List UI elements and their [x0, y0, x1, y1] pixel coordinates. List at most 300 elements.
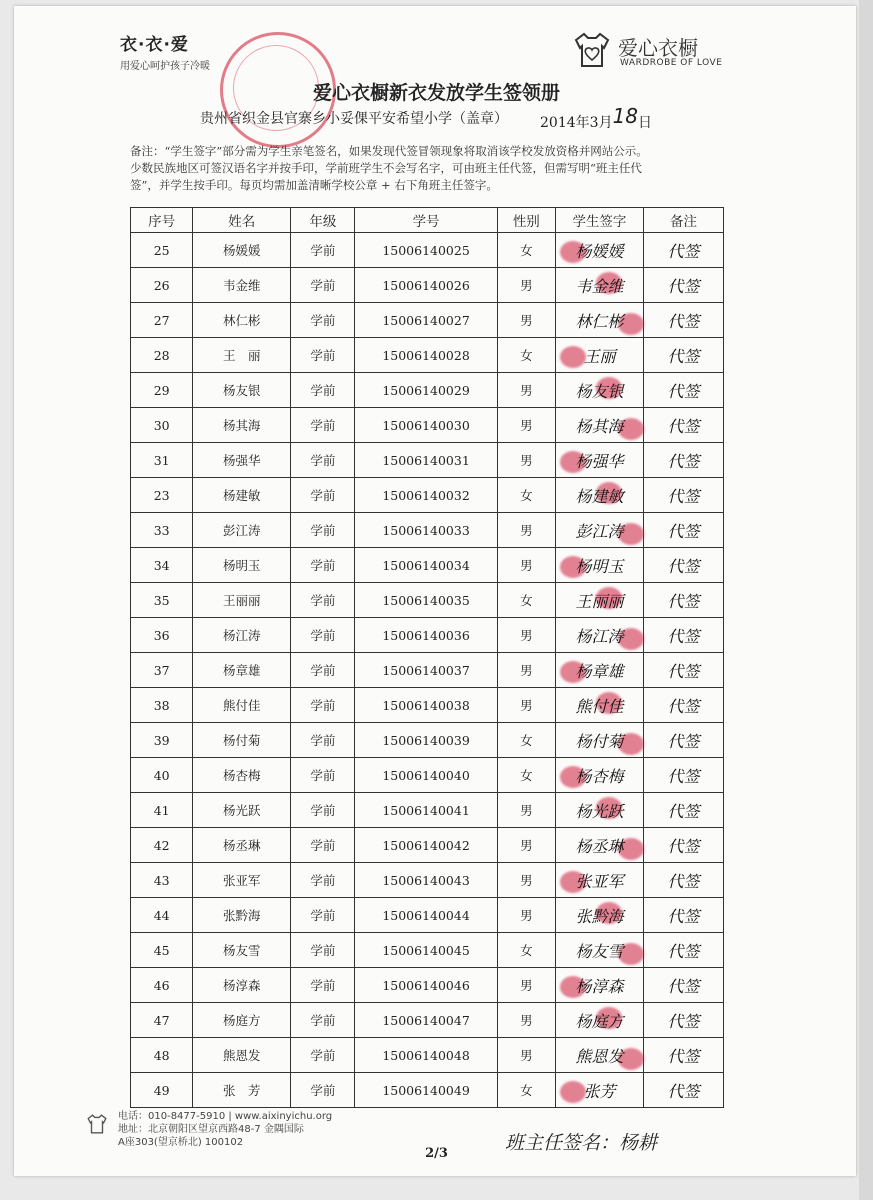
- remark-cell: [643, 968, 723, 1003]
- note-line: 签”，并学生按手印。每页均需加盖清晰学校公章 + 右下角班主任签字。: [130, 178, 498, 192]
- student-id-text: 15006140025: [382, 242, 470, 258]
- signature-cell: [555, 933, 643, 968]
- note-line: 备注：“学生签字”部分需为学生亲笔签名，如果发现代签冒领现象将取消该学校发放资格并网站公示。: [130, 144, 648, 158]
- student-id-cell: [355, 653, 497, 688]
- sex-cell: [497, 828, 555, 863]
- student-name-cell: [193, 443, 291, 478]
- issue-date: [540, 104, 653, 132]
- logo-yiyiai: [120, 30, 210, 72]
- row-number-cell: [131, 688, 193, 723]
- sex-cell: [497, 618, 555, 653]
- header-name: 姓名: [193, 208, 291, 233]
- grade-text: 学前: [310, 313, 336, 328]
- remark-cell: [643, 338, 723, 373]
- table-row: [131, 898, 724, 933]
- remark-cell: [643, 268, 723, 303]
- signature-text: 杨付菊: [575, 731, 624, 751]
- student-id-cell: [355, 828, 497, 863]
- remark-text: 代签: [667, 696, 700, 716]
- sex-text: 男: [520, 523, 533, 538]
- remark-text: 代签: [667, 801, 700, 821]
- sex-cell: [497, 583, 555, 618]
- sex-cell: [497, 373, 555, 408]
- signature-text: 杨江涛: [575, 626, 624, 646]
- row-number-cell: [131, 443, 193, 478]
- grade-text: 学前: [310, 1083, 336, 1098]
- student-name-cell: [193, 653, 291, 688]
- student-name-cell: [193, 338, 291, 373]
- signature-cell: [555, 1003, 643, 1038]
- row-number-text: 41: [153, 802, 170, 818]
- row-number-cell: [131, 303, 193, 338]
- signature-cell: [555, 723, 643, 758]
- remark-cell: [643, 583, 723, 618]
- signature-text: 杨淳森: [575, 976, 624, 996]
- signature-text: 张黔海: [575, 906, 624, 926]
- table-row: [131, 968, 724, 1003]
- student-id-text: 15006140040: [382, 767, 470, 783]
- row-number-text: 43: [153, 872, 170, 888]
- student-name-cell: [193, 723, 291, 758]
- student-id-text: 15006140033: [382, 522, 470, 538]
- signature-text: 杨其海: [575, 416, 624, 436]
- signature-text: 张芳: [583, 1081, 616, 1101]
- remark-cell: [643, 688, 723, 723]
- student-name-text: 熊恩发: [223, 1048, 261, 1063]
- remark-text: 代签: [667, 451, 700, 471]
- student-id-cell: [355, 758, 497, 793]
- row-number-text: 49: [153, 1082, 170, 1098]
- sex-text: 男: [520, 1013, 533, 1028]
- remark-cell: [643, 548, 723, 583]
- grade-cell: [291, 618, 355, 653]
- logo-wardrobe-of-love: [572, 30, 732, 72]
- date-day-suffix: 日: [638, 115, 653, 131]
- student-id-text: 15006140042: [382, 837, 470, 853]
- row-number-text: 25: [153, 242, 170, 258]
- row-number-cell: [131, 548, 193, 583]
- brand-right-text: 爱心衣橱: [618, 36, 698, 60]
- sex-cell: [497, 793, 555, 828]
- sex-text: 女: [520, 1083, 533, 1098]
- student-name-cell: [193, 583, 291, 618]
- row-number-text: 31: [153, 452, 170, 468]
- row-number-cell: [131, 233, 193, 268]
- student-name-cell: [193, 408, 291, 443]
- remark-cell: [643, 408, 723, 443]
- remark-cell: [643, 653, 723, 688]
- row-number-text: 38: [153, 697, 170, 713]
- student-name-text: 杨强华: [223, 453, 261, 468]
- student-id-text: 15006140039: [382, 732, 470, 748]
- grade-text: 学前: [310, 593, 336, 608]
- student-name-cell: [193, 1073, 291, 1108]
- student-id-text: 15006140047: [382, 1012, 470, 1028]
- table-row: [131, 618, 724, 653]
- brand-left-slogan: 用爱心呵护孩子冷暖: [120, 61, 210, 72]
- row-number-text: 26: [153, 277, 170, 293]
- remark-text: 代签: [667, 311, 700, 331]
- grade-cell: [291, 1038, 355, 1073]
- student-id-text: 15006140034: [382, 557, 470, 573]
- sex-cell: [497, 408, 555, 443]
- grade-text: 学前: [310, 1013, 336, 1028]
- grade-cell: [291, 373, 355, 408]
- student-id-text: 15006140049: [382, 1082, 470, 1098]
- row-number-cell: [131, 723, 193, 758]
- student-name-cell: [193, 933, 291, 968]
- signature-cell: [555, 793, 643, 828]
- signature-cell: [555, 968, 643, 1003]
- remark-text: 代签: [667, 486, 700, 506]
- table-row: [131, 758, 724, 793]
- row-number-cell: [131, 338, 193, 373]
- table-row: [131, 408, 724, 443]
- row-number-cell: [131, 758, 193, 793]
- row-number-cell: [131, 933, 193, 968]
- signature-cell: [555, 513, 643, 548]
- grade-text: 学前: [310, 523, 336, 538]
- table-row: [131, 373, 724, 408]
- student-name-cell: [193, 513, 291, 548]
- signature-text: 杨光跃: [575, 801, 624, 821]
- student-name-cell: [193, 828, 291, 863]
- grade-text: 学前: [310, 383, 336, 398]
- signature-text: 杨明玉: [575, 556, 624, 576]
- row-number-text: 23: [153, 487, 170, 503]
- grade-text: 学前: [310, 908, 336, 923]
- sex-cell: [497, 1073, 555, 1108]
- table-row: [131, 688, 724, 723]
- student-name-text: 杨淳森: [223, 978, 261, 993]
- remark-text: 代签: [667, 591, 700, 611]
- student-id-text: 15006140036: [382, 627, 470, 643]
- student-name-cell: [193, 233, 291, 268]
- signature-cell: [555, 443, 643, 478]
- date-year-suffix: 年: [575, 115, 590, 131]
- sex-cell: [497, 443, 555, 478]
- signature-cell: [555, 408, 643, 443]
- sex-text: 男: [520, 558, 533, 573]
- table-row: [131, 793, 724, 828]
- student-name-cell: [193, 758, 291, 793]
- grade-cell: [291, 863, 355, 898]
- table-row: [131, 1073, 724, 1108]
- table-row: [131, 548, 724, 583]
- remark-text: 代签: [667, 941, 700, 961]
- signature-text: 杨友雪: [575, 941, 624, 961]
- student-name-cell: [193, 1038, 291, 1073]
- remark-text: 代签: [667, 906, 700, 926]
- header-sex: 性别: [497, 208, 555, 233]
- grade-cell: [291, 933, 355, 968]
- remark-cell: [643, 303, 723, 338]
- signature-cell: [555, 618, 643, 653]
- student-id-cell: [355, 793, 497, 828]
- signature-cell: [555, 758, 643, 793]
- grade-cell: [291, 268, 355, 303]
- student-name-cell: [193, 863, 291, 898]
- student-name-cell: [193, 548, 291, 583]
- header-student-id: 学号: [355, 208, 497, 233]
- grade-text: 学前: [310, 453, 336, 468]
- remark-text: 代签: [667, 976, 700, 996]
- school-name: 贵州省织金县官寨乡小妥倮平安希望小学（盖章）: [200, 111, 508, 127]
- row-number-text: 39: [153, 732, 170, 748]
- table-row: [131, 338, 724, 373]
- row-number-text: 42: [153, 837, 170, 853]
- row-number-text: 47: [153, 1012, 170, 1028]
- signature-cell: [555, 233, 643, 268]
- student-name-text: 彭江涛: [223, 523, 261, 538]
- remark-text: 代签: [667, 766, 700, 786]
- row-number-text: 27: [153, 312, 170, 328]
- table-row: [131, 233, 724, 268]
- student-id-cell: [355, 688, 497, 723]
- page-number: 2/3: [425, 1146, 448, 1161]
- sex-text: 男: [520, 1048, 533, 1063]
- signature-text: 王丽: [583, 346, 616, 366]
- remark-text: 代签: [667, 276, 700, 296]
- sex-cell: [497, 338, 555, 373]
- row-number-cell: [131, 898, 193, 933]
- remark-text: 代签: [667, 556, 700, 576]
- remark-text: 代签: [667, 241, 700, 261]
- signature-cell: [555, 688, 643, 723]
- student-id-text: 15006140044: [382, 907, 470, 923]
- sex-text: 女: [520, 348, 533, 363]
- grade-text: 学前: [310, 663, 336, 678]
- student-id-cell: [355, 408, 497, 443]
- student-name-cell: [193, 268, 291, 303]
- row-number-cell: [131, 513, 193, 548]
- header-remark: 备注: [643, 208, 723, 233]
- student-name-text: 杨江涛: [223, 628, 261, 643]
- student-id-cell: [355, 233, 497, 268]
- signature-cell: [555, 268, 643, 303]
- sex-text: 女: [520, 488, 533, 503]
- student-name-text: 熊付佳: [223, 698, 261, 713]
- remark-cell: [643, 513, 723, 548]
- sex-cell: [497, 723, 555, 758]
- row-number-text: 44: [153, 907, 170, 923]
- sex-text: 女: [520, 733, 533, 748]
- student-roster-table: [130, 207, 724, 1108]
- sex-cell: [497, 898, 555, 933]
- row-number-text: 33: [153, 522, 170, 538]
- remark-cell: [643, 1073, 723, 1108]
- footer-address: 地址：北京朝阳区望京西路48-7 金隅国际: [118, 1124, 304, 1135]
- student-id-cell: [355, 443, 497, 478]
- signature-text: 张亚军: [575, 871, 624, 891]
- sex-text: 男: [520, 278, 533, 293]
- remark-cell: [643, 723, 723, 758]
- student-id-text: 15006140046: [382, 977, 470, 993]
- grade-text: 学前: [310, 838, 336, 853]
- student-name-text: 杨媛媛: [223, 243, 261, 258]
- brand-right-english: WARDROBE OF LOVE: [620, 58, 723, 68]
- student-id-cell: [355, 1073, 497, 1108]
- sex-text: 男: [520, 628, 533, 643]
- student-id-cell: [355, 1038, 497, 1073]
- row-number-cell: [131, 1038, 193, 1073]
- student-id-text: 15006140037: [382, 662, 470, 678]
- student-name-text: 杨明玉: [223, 558, 261, 573]
- grade-cell: [291, 478, 355, 513]
- student-id-text: 15006140041: [382, 802, 470, 818]
- student-id-text: 15006140028: [382, 347, 470, 363]
- remark-cell: [643, 933, 723, 968]
- row-number-cell: [131, 653, 193, 688]
- student-name-text: 张黔海: [223, 908, 261, 923]
- student-name-text: 杨杏梅: [223, 768, 261, 783]
- grade-cell: [291, 898, 355, 933]
- row-number-cell: [131, 583, 193, 618]
- grade-text: 学前: [310, 698, 336, 713]
- row-number-cell: [131, 968, 193, 1003]
- table-row: [131, 583, 724, 618]
- signature-text: 王丽丽: [575, 591, 624, 611]
- student-name-text: 王 丽: [223, 348, 261, 363]
- date-day: 18: [612, 104, 639, 128]
- student-id-text: 15006140043: [382, 872, 470, 888]
- sex-text: 男: [520, 453, 533, 468]
- signature-text: 彭江涛: [575, 521, 624, 541]
- student-id-cell: [355, 933, 497, 968]
- sex-cell: [497, 513, 555, 548]
- grade-cell: [291, 408, 355, 443]
- signature-text: 熊恩发: [575, 1046, 624, 1066]
- page-title: 爱心衣橱新衣发放学生签领册: [312, 82, 560, 104]
- grade-cell: [291, 653, 355, 688]
- table-row: [131, 653, 724, 688]
- brand-left-text: 衣·衣·爱: [120, 35, 189, 55]
- signature-cell: [555, 548, 643, 583]
- date-year: 2014: [540, 115, 576, 131]
- grade-cell: [291, 303, 355, 338]
- signature-cell: [555, 653, 643, 688]
- date-month-suffix: 月: [598, 115, 613, 131]
- remark-cell: [643, 443, 723, 478]
- student-id-cell: [355, 513, 497, 548]
- remark-cell: [643, 793, 723, 828]
- sex-cell: [497, 688, 555, 723]
- student-id-text: 15006140032: [382, 487, 470, 503]
- row-number-cell: [131, 828, 193, 863]
- table-row: [131, 828, 724, 863]
- grade-cell: [291, 828, 355, 863]
- sex-cell: [497, 268, 555, 303]
- student-id-text: 15006140031: [382, 452, 470, 468]
- row-number-text: 36: [153, 627, 170, 643]
- remark-text: 代签: [667, 731, 700, 751]
- student-id-cell: [355, 268, 497, 303]
- sex-text: 女: [520, 768, 533, 783]
- sex-cell: [497, 303, 555, 338]
- sex-cell: [497, 863, 555, 898]
- row-number-cell: [131, 793, 193, 828]
- row-number-text: 29: [153, 382, 170, 398]
- grade-text: 学前: [310, 943, 336, 958]
- row-number-cell: [131, 373, 193, 408]
- grade-cell: [291, 548, 355, 583]
- sex-cell: [497, 968, 555, 1003]
- student-name-text: 杨付菊: [223, 733, 261, 748]
- signature-text: 杨强华: [575, 451, 624, 471]
- student-id-text: 15006140045: [382, 942, 470, 958]
- grade-text: 学前: [310, 558, 336, 573]
- student-name-cell: [193, 793, 291, 828]
- grade-cell: [291, 1003, 355, 1038]
- student-id-cell: [355, 968, 497, 1003]
- row-number-cell: [131, 1003, 193, 1038]
- row-number-text: 46: [153, 977, 170, 993]
- sex-cell: [497, 478, 555, 513]
- student-id-cell: [355, 548, 497, 583]
- student-name-text: 张 芳: [223, 1083, 261, 1098]
- student-id-cell: [355, 618, 497, 653]
- remark-text: 代签: [667, 521, 700, 541]
- remark-cell: [643, 828, 723, 863]
- student-name-text: 王丽丽: [223, 593, 261, 608]
- sex-cell: [497, 548, 555, 583]
- row-number-text: 35: [153, 592, 170, 608]
- grade-text: 学前: [310, 243, 336, 258]
- grade-text: 学前: [310, 873, 336, 888]
- sex-text: 男: [520, 383, 533, 398]
- grade-cell: [291, 583, 355, 618]
- signature-cell: [555, 863, 643, 898]
- student-id-text: 15006140035: [382, 592, 470, 608]
- signature-text: 杨友银: [575, 381, 624, 401]
- student-name-text: 杨丞琳: [223, 838, 261, 853]
- grade-text: 学前: [310, 733, 336, 748]
- grade-text: 学前: [310, 418, 336, 433]
- remark-text: 代签: [667, 836, 700, 856]
- remark-cell: [643, 898, 723, 933]
- student-id-text: 15006140030: [382, 417, 470, 433]
- sex-cell: [497, 758, 555, 793]
- student-name-text: 杨友银: [223, 383, 261, 398]
- header-grade: 年级: [291, 208, 355, 233]
- remark-text: 代签: [667, 661, 700, 681]
- student-id-cell: [355, 338, 497, 373]
- row-number-text: 37: [153, 662, 170, 678]
- sex-text: 男: [520, 418, 533, 433]
- table-header-row: [131, 208, 724, 233]
- student-name-text: 杨其海: [223, 418, 261, 433]
- student-id-cell: [355, 863, 497, 898]
- sex-cell: [497, 933, 555, 968]
- signature-cell: [555, 373, 643, 408]
- student-id-cell: [355, 898, 497, 933]
- remark-text: 代签: [667, 346, 700, 366]
- signature-text: 韦金维: [575, 276, 624, 296]
- sex-text: 男: [520, 873, 533, 888]
- table-row: [131, 1003, 724, 1038]
- student-name-text: 杨光跃: [223, 803, 261, 818]
- signature-text: 林仁彬: [575, 311, 624, 331]
- table-row: [131, 723, 724, 758]
- sex-cell: [497, 233, 555, 268]
- signature-cell: [555, 338, 643, 373]
- grade-text: 学前: [310, 628, 336, 643]
- student-name-cell: [193, 898, 291, 933]
- student-name-text: 张亚军: [223, 873, 261, 888]
- signature-text: 熊付佳: [575, 696, 624, 716]
- grade-text: 学前: [310, 978, 336, 993]
- student-name-cell: [193, 618, 291, 653]
